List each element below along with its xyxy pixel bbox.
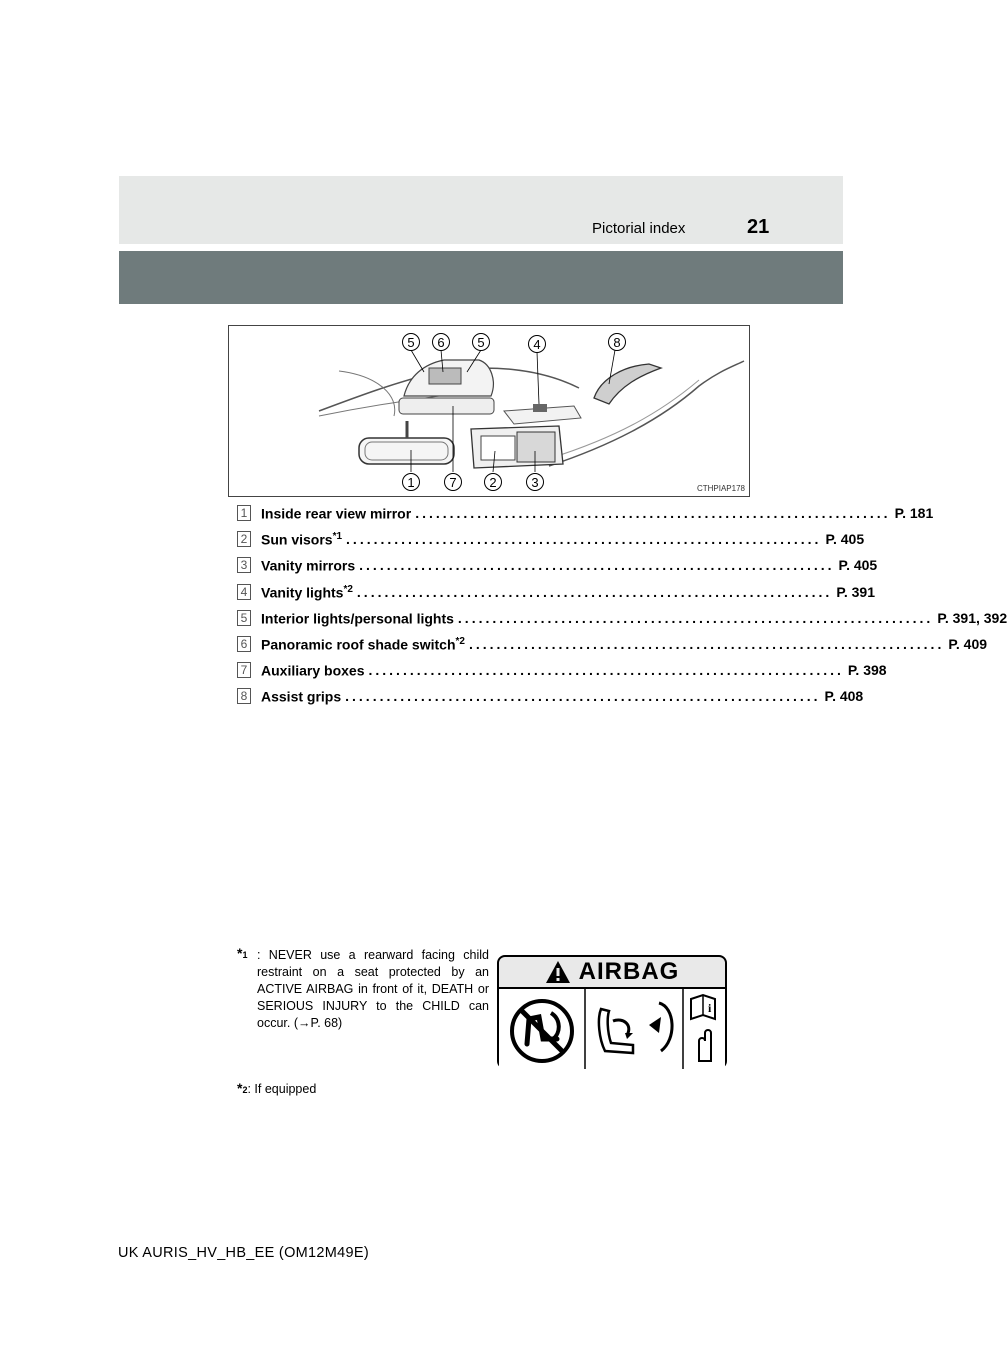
leader-dots: .....................................................................: [468, 635, 945, 652]
index-list: [237, 502, 1007, 712]
section-bar: [119, 251, 843, 304]
roof-console-drawing: [229, 326, 749, 496]
callout-4: 4: [533, 337, 541, 352]
airbag-label-pictograms: [499, 987, 725, 1069]
no-child-seat-icon: [512, 1001, 572, 1061]
manual-info-icon: [691, 995, 715, 1061]
leader-dots: .....................................................................: [345, 688, 821, 705]
item-number: 3: [237, 557, 251, 573]
callout-3: 3: [531, 475, 539, 490]
footnote-2-text: : If equipped: [247, 1082, 317, 1096]
leader-dots: .....................................................................: [356, 583, 833, 600]
index-item: [237, 659, 887, 685]
index-item: [237, 685, 864, 711]
index-item: [237, 581, 875, 607]
item-page-ref[interactable]: P. 391: [836, 583, 875, 600]
leader-dots: .....................................................................: [346, 531, 822, 548]
airbag-warning-label: [497, 955, 727, 1069]
item-label: Vanity lights$^{*2}$: [261, 583, 353, 601]
item-number: 2: [237, 531, 251, 547]
item-number: 4: [237, 584, 251, 600]
interior-illustration: [228, 325, 750, 497]
item-page-ref[interactable]: P. 405: [825, 531, 865, 548]
item-page-ref[interactable]: P. 408: [824, 688, 864, 705]
svg-text:i: i: [708, 1001, 712, 1015]
item-page-ref[interactable]: P. 181: [894, 505, 934, 521]
item-label: Auxiliary boxes: [261, 662, 365, 679]
item-label: Interior lights/personal lights: [261, 610, 454, 627]
airbag-word: AIRBAG: [578, 958, 680, 985]
callout-6: 6: [437, 335, 445, 350]
leader-dots: .....................................................................: [368, 662, 844, 679]
item-label: Inside rear view mirror: [261, 505, 412, 522]
footnote-1-text: : NEVER use a rearward facing child restraint on a seat protected by an ACTIVE AIRBAG in front of it, DEATH or SERIOUS INJURY to the CHILD can occur. (→P. 68): [257, 948, 489, 1030]
leader-dots: .....................................................................: [359, 557, 835, 574]
item-number: 5: [237, 610, 251, 626]
index-item: [237, 502, 934, 528]
section-title: Pictorial index: [592, 220, 686, 237]
item-page-ref[interactable]: P. 405: [838, 557, 878, 574]
callout-5b: 5: [477, 335, 485, 350]
item-page-ref[interactable]: P. 409: [948, 635, 988, 652]
callout-8: 8: [613, 335, 621, 350]
callout-7: 7: [449, 475, 457, 490]
leader-dots: .....................................................................: [457, 609, 934, 626]
item-number: 1: [237, 505, 251, 521]
leader-dots: .....................................................................: [415, 505, 891, 521]
item-label: Vanity mirrors: [261, 558, 356, 575]
item-number: 6: [237, 636, 251, 652]
callout-5a: 5: [407, 335, 415, 350]
callout-2: 2: [489, 475, 497, 490]
footnote-1-mark: *1: [237, 945, 248, 961]
index-item: [237, 528, 865, 554]
footnote-2: [237, 1080, 316, 1096]
index-item: [237, 633, 988, 659]
index-item: [237, 607, 1007, 633]
footer-document-code: UK AURIS_HV_HB_EE (OM12M49E): [118, 1245, 369, 1261]
warning-triangle-icon: [545, 960, 571, 984]
item-label: Sun visors$^{*1}$: [261, 531, 343, 548]
figure-code: CTHPIAP178: [696, 484, 745, 493]
index-item: [237, 554, 878, 580]
footnote-2-mark: *2: [237, 1080, 248, 1096]
airbag-label-header: [499, 957, 725, 987]
header-band: [119, 176, 843, 244]
item-number: 7: [237, 662, 251, 678]
item-page-ref[interactable]: P. 391, 392: [937, 609, 1007, 626]
item-label: Assist grips: [261, 688, 342, 705]
item-label: Panoramic roof shade switch$^{*2}$: [261, 635, 465, 653]
seat-airbag-icon: [599, 1003, 672, 1053]
callout-1: 1: [407, 475, 415, 490]
item-number: 8: [237, 688, 251, 704]
footnote-1: [237, 945, 489, 1032]
item-page-ref[interactable]: P. 398: [847, 662, 887, 679]
page-number: 21: [747, 216, 770, 238]
